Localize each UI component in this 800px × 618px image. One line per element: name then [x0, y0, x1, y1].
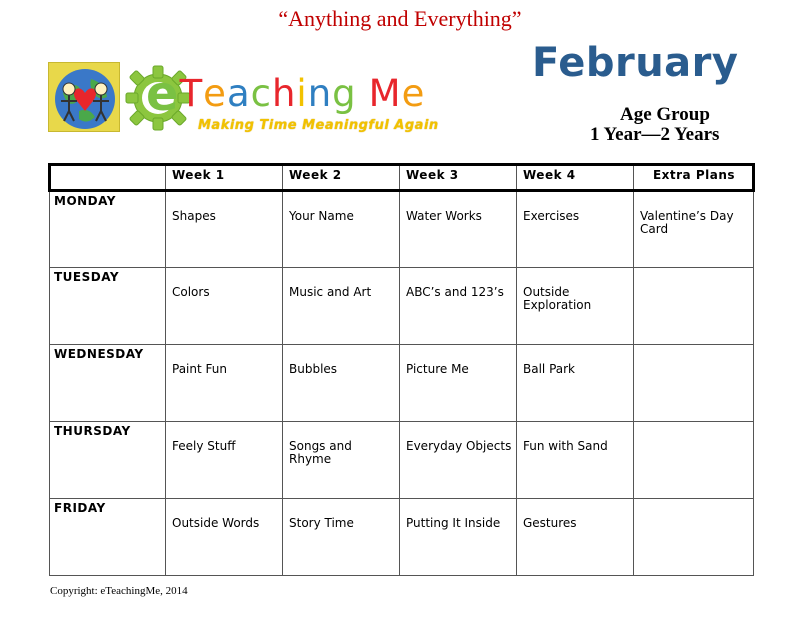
table-cell: Putting It Inside: [400, 499, 517, 576]
kids-globe-icon: [49, 63, 120, 132]
column-header-extra-plans: Extra Plans: [634, 165, 754, 191]
table-row: [50, 422, 754, 499]
day-label: THURSDAY: [50, 422, 166, 499]
table-row: [50, 499, 754, 576]
day-label: MONDAY: [50, 191, 166, 268]
table-cell: [634, 268, 754, 345]
table-cell: Feely Stuff: [166, 422, 283, 499]
page-tagline: “Anything and Everything”: [278, 6, 522, 31]
table-cell: [634, 345, 754, 422]
table-cell: Fun with Sand: [517, 422, 634, 499]
table-cell: [634, 422, 754, 499]
table-cell: Water Works: [400, 191, 517, 268]
table-cell: Colors: [166, 268, 283, 345]
brand-letter: e: [401, 72, 426, 115]
brand-letter: e: [146, 66, 180, 122]
brand-letter: e: [203, 72, 227, 115]
month-title: February: [532, 40, 739, 86]
table-cell: Story Time: [283, 499, 400, 576]
brand-letter: h: [271, 72, 297, 115]
age-range: 1 Year—2 Years: [590, 124, 720, 145]
brand-letter: n: [307, 72, 333, 115]
brand-letter: M: [368, 72, 402, 115]
table-cell: Valentine’s Day Card: [634, 191, 754, 268]
column-header-week-2: Week 2: [283, 165, 400, 191]
brand-letter: T: [179, 72, 204, 115]
table-cell: Outside Words: [166, 499, 283, 576]
brand-slogan: Making Time Meaningful Again: [198, 118, 439, 133]
table-cell: Exercises: [517, 191, 634, 268]
kids-logo-badge: [48, 62, 120, 132]
column-header-week-1: Week 1: [166, 165, 283, 191]
table-cell: Ball Park: [517, 345, 634, 422]
brand-letter: c: [250, 72, 272, 115]
day-label: TUESDAY: [50, 268, 166, 345]
table-row: [50, 268, 754, 345]
table-cell: Music and Art: [283, 268, 400, 345]
column-header-week-3: Week 3: [400, 165, 517, 191]
table-cell: Everyday Objects: [400, 422, 517, 499]
column-header: [50, 165, 166, 191]
table-cell: [634, 499, 754, 576]
table-header-row: [50, 165, 754, 191]
table-cell: Outside Exploration: [517, 268, 634, 345]
brand-letter: a: [226, 72, 251, 115]
table-cell: Picture Me: [400, 345, 517, 422]
table-cell: Your Name: [283, 191, 400, 268]
table-cell: Paint Fun: [166, 345, 283, 422]
age-group-label: Age Group: [620, 104, 710, 125]
table-cell: Songs and Rhyme: [283, 422, 400, 499]
table-cell: ABC’s and 123’s: [400, 268, 517, 345]
column-header-week-4: Week 4: [517, 165, 634, 191]
lesson-plan-table: [48, 163, 755, 576]
day-label: FRIDAY: [50, 499, 166, 576]
brand-letter: g: [332, 72, 357, 115]
brand-letter: i: [296, 72, 308, 115]
table-row: [50, 191, 754, 268]
copyright-text: Copyright: eTeachingMe, 2014: [50, 585, 188, 597]
day-label: WEDNESDAY: [50, 345, 166, 422]
table-cell: Bubbles: [283, 345, 400, 422]
table-cell: Gestures: [517, 499, 634, 576]
table-cell: Shapes: [166, 191, 283, 268]
brand-wordmark: [146, 66, 426, 122]
table-row: [50, 345, 754, 422]
